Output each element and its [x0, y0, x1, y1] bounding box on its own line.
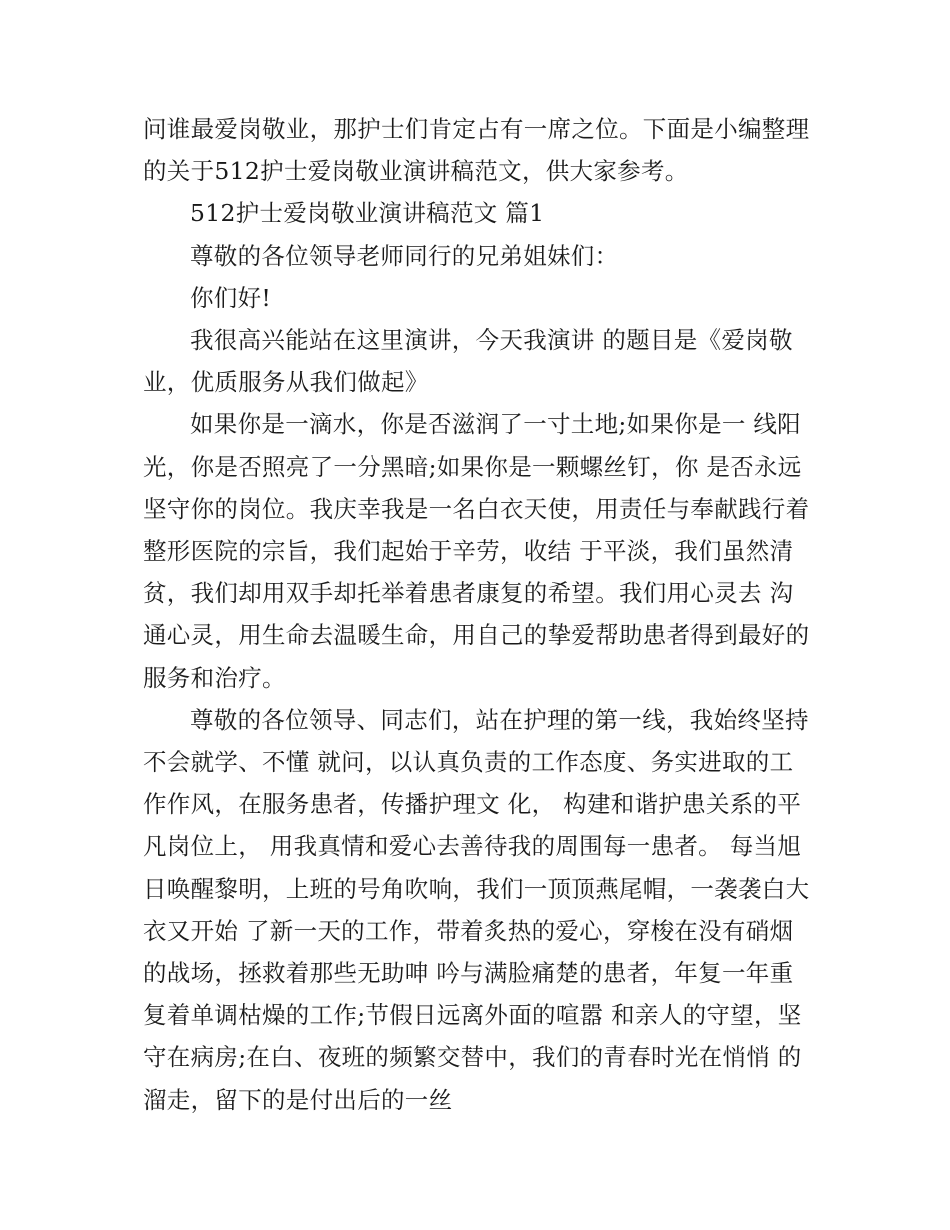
paragraph: 尊敬的各位领导老师同行的兄弟姐妹们：: [190, 241, 619, 270]
paragraph: 我很高兴能站在这里演讲，今天我演讲 的题目是《爱岗敬业，优质服务从我们做起》: [143, 326, 793, 397]
paragraph: 尊敬的各位领导、同志们，站在护理的第一线，我始终坚持不会就学、不懂 就问，以认真负责的工作态度、务实进取的工作作风，在服务患者，传播护理文 化， 构建和谐护患关系的平凡岗位上， 用我真情和爱心去善待我的周围每一患者。 每当旭日唤醒黎明，上班的号角吹响，我们一顶顶燕尾帽，一袭袭白大衣又开始 了新一天的工作，带着炙热的爱心，穿梭在没有硝烟的战场，拯救着那些无助呻 吟与满脸痛楚的患者，年复一年重复着单调枯燥的工作;节假日远离外面的喧嚣 和亲人的守望，坚守在病房;在白、夜班的频繁交替中，我们的青春时光在悄悄 的溜走，留下的是付出后的一丝: [143, 705, 810, 1114]
paragraph: 512护士爱岗敬业演讲稿范文 篇1: [190, 199, 545, 228]
paragraph: 你们好!: [190, 283, 272, 312]
paragraph: 如果你是一滴水，你是否滋润了一寸土地;如果你是一 线阳光，你是否照亮了一分黑暗;如果你是一颗螺丝钉，你 是否永远坚守你的岗位。我庆幸我是一名白衣天使，用责任与奉献践行着整形医院的宗旨，我们起始于辛劳，收结 于平淡，我们虽然清贫，我们却用双手却托举着患者康复的希望。我们用心灵去 沟通心灵，用生命去温暖生命，用自己的挚爱帮助患者得到最好的服务和治疗。: [143, 410, 810, 692]
document-body: [143, 108, 813, 1121]
paragraph: 问谁最爱岗敬业，那护士们肯定占有一席之位。下面是小编整理的关于512护士爱岗敬业演讲稿范文，供大家参考。: [143, 115, 810, 186]
